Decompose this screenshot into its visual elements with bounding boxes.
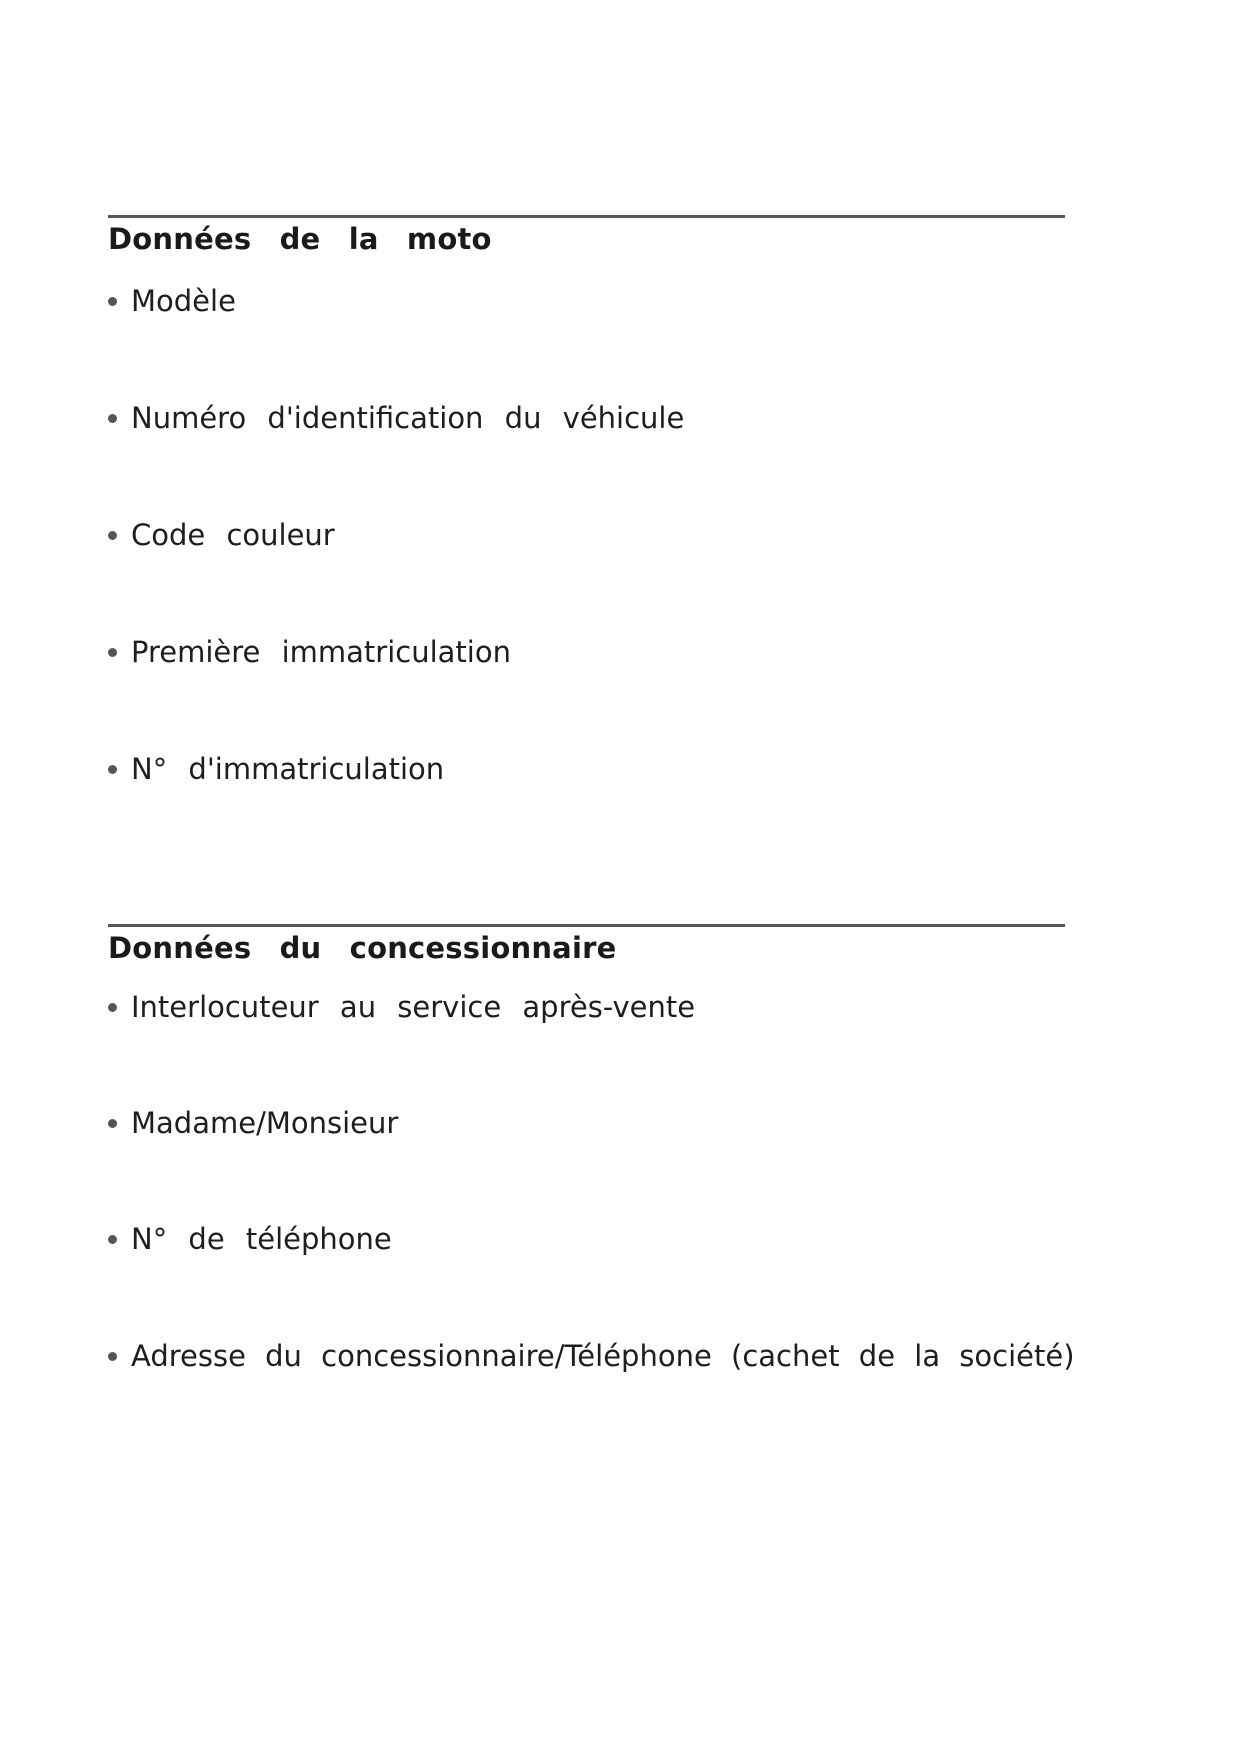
list-item-phone-number (108, 1222, 392, 1256)
bullet-icon (108, 765, 117, 774)
bullet-icon (108, 531, 117, 540)
item-label: N° de téléphone (131, 1222, 392, 1256)
item-label: Numéro d'identification du véhicule (131, 401, 685, 435)
item-label: N° d'immatriculation (131, 752, 445, 786)
list-item-first-registration (108, 635, 511, 669)
bullet-icon (108, 1352, 117, 1361)
dealer-data-section (108, 924, 1065, 963)
bullet-icon (108, 414, 117, 423)
item-label: Modèle (131, 284, 236, 318)
bullet-icon (108, 648, 117, 657)
section-divider (108, 215, 1065, 218)
list-item-service-contact (108, 990, 696, 1024)
bullet-icon (108, 297, 117, 306)
section-heading: Données du concessionnaire (108, 931, 617, 965)
section-heading: Données de la moto (108, 222, 492, 256)
item-label: Madame/Monsieur (131, 1106, 399, 1140)
list-item-registration-number (108, 752, 445, 786)
item-label: Première immatriculation (131, 635, 511, 669)
list-item-dealer-address (108, 1339, 1075, 1373)
list-item-model (108, 284, 236, 318)
list-item-salutation (108, 1106, 399, 1140)
list-item-color-code (108, 518, 335, 552)
item-label: Adresse du concessionnaire/Téléphone (cachet de la société) (131, 1339, 1075, 1373)
bullet-icon (108, 1119, 117, 1128)
item-label: Code couleur (131, 518, 335, 552)
list-item-vin (108, 401, 685, 435)
motorcycle-data-section (108, 215, 1065, 254)
section-divider (108, 924, 1065, 927)
bullet-icon (108, 1235, 117, 1244)
item-label: Interlocuteur au service après-vente (131, 990, 696, 1024)
bullet-icon (108, 1003, 117, 1012)
